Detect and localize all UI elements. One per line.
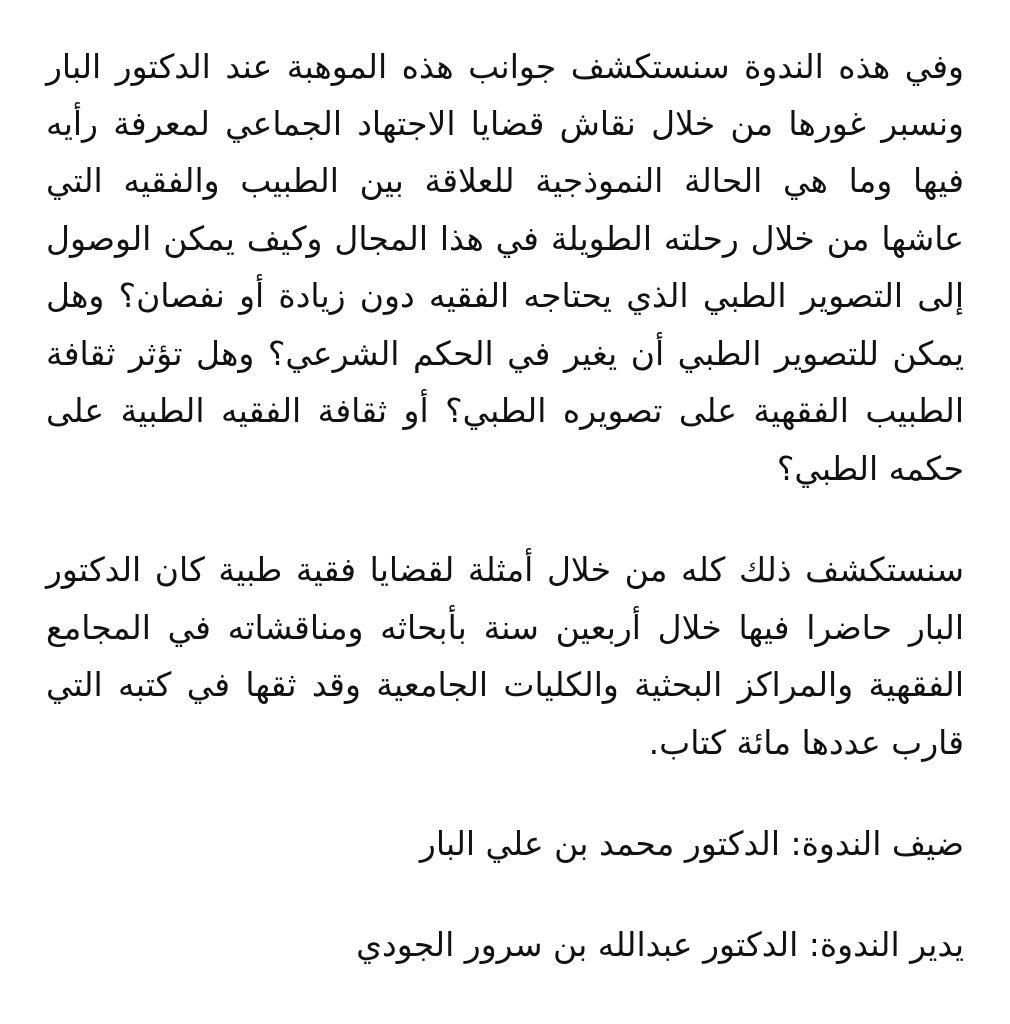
seminar-moderator: يدير الندوة: الدكتور عبدالله بن سرور الجودي [356, 925, 964, 964]
text-line: سنستكشف ذلك كله من خلال أمثلة لقضايا فقية طبية كان الدكتور [46, 550, 964, 589]
text-line: إلى التصوير الطبي الذي يحتاجه الفقيه دون زيادة أو نفصان؟ وهل [46, 276, 964, 315]
text-line: ونسبر غورها من خلال نقاش قضايا الاجتهاد الجماعي لمعرفة رأيه [46, 104, 964, 143]
text-line: البار حاضرا فيها خلال أربعين سنة بأبحاثه ومناقشاته في المجامع [46, 608, 964, 647]
text-line: وفي هذه الندوة سنستكشف جوانب هذه الموهبة عند الدكتور البار [46, 47, 964, 86]
text-line: عاشها من خلال رحلته الطويلة في هذا المجال وكيف يمكن الوصول [46, 219, 964, 258]
seminar-guest: ضيف الندوة: الدكتور محمد بن علي البار [419, 824, 964, 863]
text-line: الفقهية والمراكز البحثية والكليات الجامعية وقد ثقها في كتبه التي [46, 665, 964, 704]
text-line: قارب عددها مائة كتاب. [648, 723, 964, 762]
text-line: حكمه الطبي؟ [776, 449, 964, 488]
text-line: الطبيب الفقهية على تصويره الطبي؟ أو ثقافة الفقيه الطبية على [46, 391, 964, 430]
text-line: يمكن للتصوير الطبي أن يغير في الحكم الشرعي؟ وهل تؤثر ثقافة [46, 334, 964, 373]
text-line: فيها وما هي الحالة النموذجية للعلاقة بين الطبيب والفقيه التي [46, 161, 964, 200]
